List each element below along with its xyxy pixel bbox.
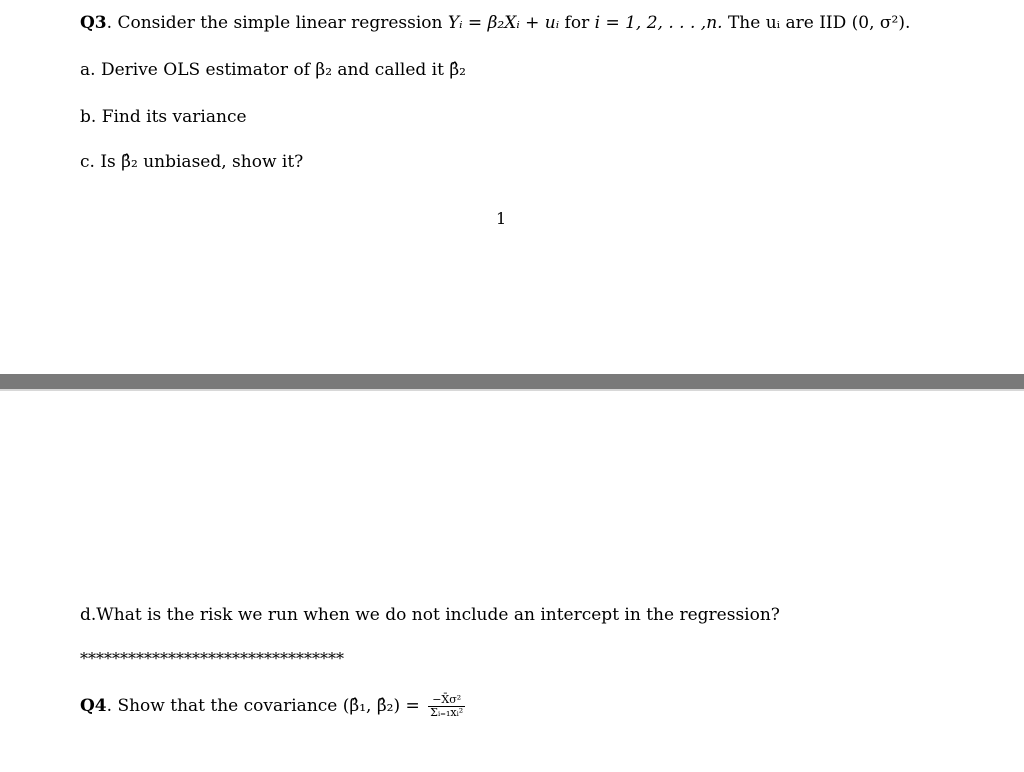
index-range: i = 1, 2, . . . ,n. [594, 13, 723, 33]
part-d: d.What is the risk we run when we do not include an intercept in the regression? [80, 605, 780, 625]
fraction-denominator: Σᵢ₌₁xᵢ² [430, 706, 464, 719]
page-divider [0, 374, 1024, 390]
regression-equation: Yᵢ = β₂Xᵢ + uᵢ [447, 13, 560, 33]
covariance-fraction [428, 694, 465, 719]
question-4-text: . Show that the covariance (β̂₁, β̂₂) = [106, 696, 426, 716]
page-number: 1 [496, 209, 507, 228]
question-3 [80, 12, 910, 34]
question-4-label: Q4 [80, 696, 107, 716]
page-divider-edge [0, 389, 1024, 391]
question-3-for: for [559, 13, 595, 33]
question-4 [80, 694, 465, 719]
question-3-intro: . Consider the simple linear regression [106, 13, 448, 33]
part-c: c. Is β̂₂ unbiased, show it? [80, 152, 304, 172]
fraction-numerator: −X̄σ² [428, 694, 465, 707]
part-a: a. Derive OLS estimator of β₂ and called it β̂₂ [80, 60, 466, 80]
question-3-label: Q3 [80, 13, 107, 33]
iid-statement: The uᵢ are IID (0, σ²). [722, 13, 911, 33]
separator-stars: ********************************* [80, 649, 344, 668]
part-b: b. Find its variance [80, 107, 247, 127]
